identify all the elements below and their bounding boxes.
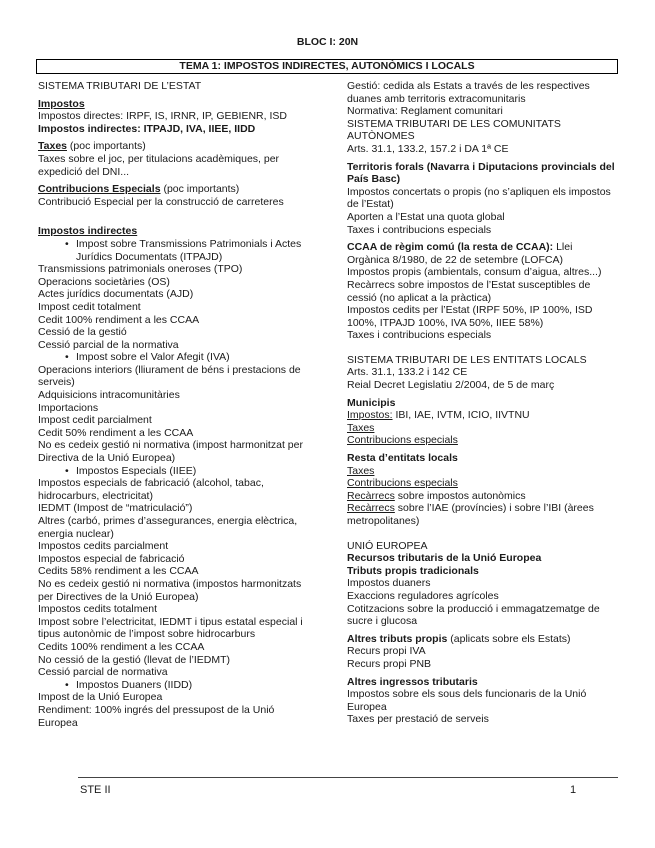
taxes-heading: Taxes [38,140,67,153]
text-line: Taxes i contribucions especials [347,329,492,342]
text-line: Reial Decret Legislatiu 2/2004, de 5 de març [347,379,555,392]
municipis-impostos-line [347,409,615,422]
text-line: Cedits 100% rendiment a les CCAA [38,640,205,653]
text-line: Actes jurídics documentats (AJD) [38,288,194,301]
text-line: Impostos cedits totalment [38,603,158,616]
recarrecs-text: sobre impostos autonòmics [394,489,526,502]
text-line: Impostos especial de fabricació [38,552,185,565]
text-line: Transmissions patrimonials oneroses (TPO) [38,263,243,276]
taxes-note: (poc importants) [67,140,146,153]
text-line: Impostos duaners [347,577,431,590]
text-line: Taxes i contribucions especials [347,223,492,236]
comu-lines [347,266,615,342]
text-line: Impost sobre l’electricitat, IEDMT i tipus estatal especial i tipus autonòmic de l’impost sobre hidrocarburs [38,615,303,641]
ue-ingressos-lines [347,688,615,726]
recarrecs-label: Recàrrecs [347,489,395,502]
section-title: SISTEMA TRIBUTARI DE L’ESTAT [38,80,202,92]
indirect-heading: Impostos indirectes [38,225,138,238]
iiee-bullet [38,465,310,478]
text-line: No es cedeix gestió ni normativa (impostos harmonitzats per Directives de la Unió Europea) [38,577,302,603]
iidd-lines [38,691,310,729]
ue-altres-lines [347,645,615,670]
text-line: Recurs propi IVA [347,645,426,658]
municipis-taxes: Taxes [347,421,375,434]
text-line: Altres (carbó, primes d’assegurances, energia elèctrica, energia nuclear) [38,515,298,540]
text-line: Impostos cedits parcialment [38,540,169,553]
iva-lines [38,364,310,465]
iiee-bullet-text: Impostos Especials (IIEE) [76,464,197,477]
text-line: Cedit 50% rendiment a les CCAA [38,426,194,439]
text-line: Cessió parcial de la normativa [38,338,179,351]
text-line: Importacions [38,401,99,414]
itpajd-lines [38,263,310,351]
text-line: Cedits 58% rendiment a les CCAA [38,565,199,578]
recarrecs-text: sobre l’IAE (províncies) i sobre l’IBI (àrees metropolitanes) [347,502,594,527]
page-header: BLOC I: 20N [296,36,359,48]
text-line: Cedit 100% rendiment a les CCAA [38,313,200,326]
contrib-heading: Contribucions Especials [38,183,161,196]
resta-taxes: Taxes [347,464,375,477]
comu-heading: CCAA de règim comú (la resta de CCAA): [347,241,554,254]
text-line: Exaccions reguladores agrícoles [347,589,499,602]
ue-ingressos-heading: Altres ingressos tributaris [347,675,478,688]
text-line: Impost cedit parcialment [38,414,152,427]
bullet-icon: • [65,464,69,477]
forals-lines [347,186,615,236]
page-number: 1 [570,784,577,796]
text-line: Impostos concertats o propis (no s’apliquen els impostos de l’Estat) [347,185,611,211]
text-line: No es cedeix gestió ni normativa (impost harmonitzat per Directiva de la Unió Europea) [38,439,303,465]
taxes-heading-line [38,140,310,153]
ue-title: UNIÓ EUROPEA [347,539,428,552]
iva-bullet [38,351,310,364]
impostos-indirectes: Impostos indirectes: ITPAJD, IVA, IIEE, IIDD [38,122,256,135]
contrib-text: Contribució Especial per la construcció de carreteres [38,195,284,208]
text-line: Recàrrecs sobre impostos de l’Estat susceptibles de cessió (no aplicat a la pràctica) [347,278,591,304]
text-line: Cessió de la gestió [38,326,127,339]
text-line: Impostos sobre els sous dels funcionaris de la Unió Europea [347,688,587,713]
text-line: Normativa: Reglament comunitari [347,105,503,118]
contrib-heading-line [38,183,310,196]
text-line: Aporten a l’Estat una quota global [347,210,505,223]
ue-altres-note: (aplicats sobre els Estats) [447,632,571,645]
ue-recursos: Recursos tributaris de la Unió Europea [347,552,542,565]
municipis-impostos-label: Impostos: [347,409,393,422]
itpajd-bullet [38,238,310,263]
impostos-directes: Impostos directes: IRPF, IS, IRNR, IP, GEBIENR, ISD [38,110,287,123]
text-line: Operacions interiors (lliurament de béns i prestacions de serveis) [38,363,301,389]
bullet-icon: • [65,678,69,691]
right-column [347,80,615,726]
locals-lines [347,366,615,391]
text-line: Operacions societàries (OS) [38,275,170,288]
ue-tributs: Tributs propis tradicionals [347,564,479,577]
ue-altres-line [347,633,615,646]
comu-rest: Llei Orgànica 8/1980, de 22 de setembre (LOFCA) [347,241,573,266]
text-line: Impostos especials de fabricació (alcohol, tabac, hidrocarburs, electricitat) [38,477,264,502]
contrib-note: (poc importants) [160,183,240,196]
iiee-lines [38,477,310,679]
text-line: IEDMT (Impost de “matriculació”) [38,502,193,515]
iidd-bullet-text: Impostos Duaners (IIDD) [76,678,193,691]
text-line: Impostos cedits per l’Estat (IRPF 50%, IP 100%, ISD 100%, ITPAJD 100%, IVA 50%, IIEE 58%) [347,304,593,329]
text-line: Impost de la Unió Europea [38,691,163,704]
bullet-icon: • [65,237,69,250]
topic-title: TEMA 1: IMPOSTOS INDIRECTES, AUTONÒMICS I LOCALS [36,59,618,74]
text-line: Cessió parcial de normativa [38,666,168,679]
left-column [38,80,310,729]
text-line: No cessió de la gestió (llevat de l’IEDMT) [38,653,230,666]
municipis-impostos: IBI, IAE, IVTM, ICIO, IIVTNU [392,409,530,422]
text-line: Arts. 31.1, 133.2, 157.2 i DA 1ª CE [347,142,509,155]
bullet-icon: • [65,351,69,364]
text-line: Taxes per prestació de serveis [347,713,489,726]
resta-heading: Resta d’entitats locals [347,452,458,465]
itpajd-bullet-text: Impost sobre Transmissions Patrimonials i Actes Jurídics Documentats (ITPAJD) [76,237,302,263]
municipis-heading: Municipis [347,396,396,409]
right-top-lines [347,80,615,156]
resta-recarrecs-1 [347,490,615,503]
text-line: Adquisicions intracomunitàries [38,389,180,402]
comu-heading-line [347,241,615,266]
text-line: Gestió: cedida als Estats a través de les respectives duanes amb territoris extracomunitaris [347,80,590,105]
ue-altres-heading: Altres tributs propis [347,632,448,645]
footer-rule [78,777,618,778]
iidd-bullet [38,679,310,692]
resta-contrib: Contribucions especials [347,477,458,490]
text-line: SISTEMA TRIBUTARI DE LES COMUNITATS AUTÒNOMES [347,117,561,143]
iva-bullet-text: Impost sobre el Valor Afegit (IVA) [76,351,230,364]
ue-tributs-lines [347,577,615,627]
text-line: Arts. 31.1, 133.2 i 142 CE [347,366,468,379]
text-line: Impost cedit totalment [38,300,141,313]
municipis-contrib: Contribucions especials [347,434,458,447]
text-line: Cotitzacions sobre la producció i emmagatzematge de sucre i glucosa [347,602,600,628]
text-line: Recurs propi PNB [347,657,432,670]
forals-heading: Territoris forals (Navarra i Diputacions provincials del País Basc) [347,160,615,186]
footer-course: STE II [80,784,111,796]
recarrecs-label: Recàrrecs [347,502,395,515]
text-line: Rendiment: 100% ingrés del pressupost de la Unió Europea [38,703,275,729]
taxes-text: Taxes sobre el joc, per titulacions acadèmiques, per expedició del DNI... [38,152,280,178]
impostos-heading: Impostos [38,97,85,110]
text-line: Impostos propis (ambientals, consum d’aigua, altres...) [347,266,602,279]
locals-title: SISTEMA TRIBUTARI DE LES ENTITATS LOCALS [347,353,587,366]
resta-recarrecs-2 [347,502,615,527]
